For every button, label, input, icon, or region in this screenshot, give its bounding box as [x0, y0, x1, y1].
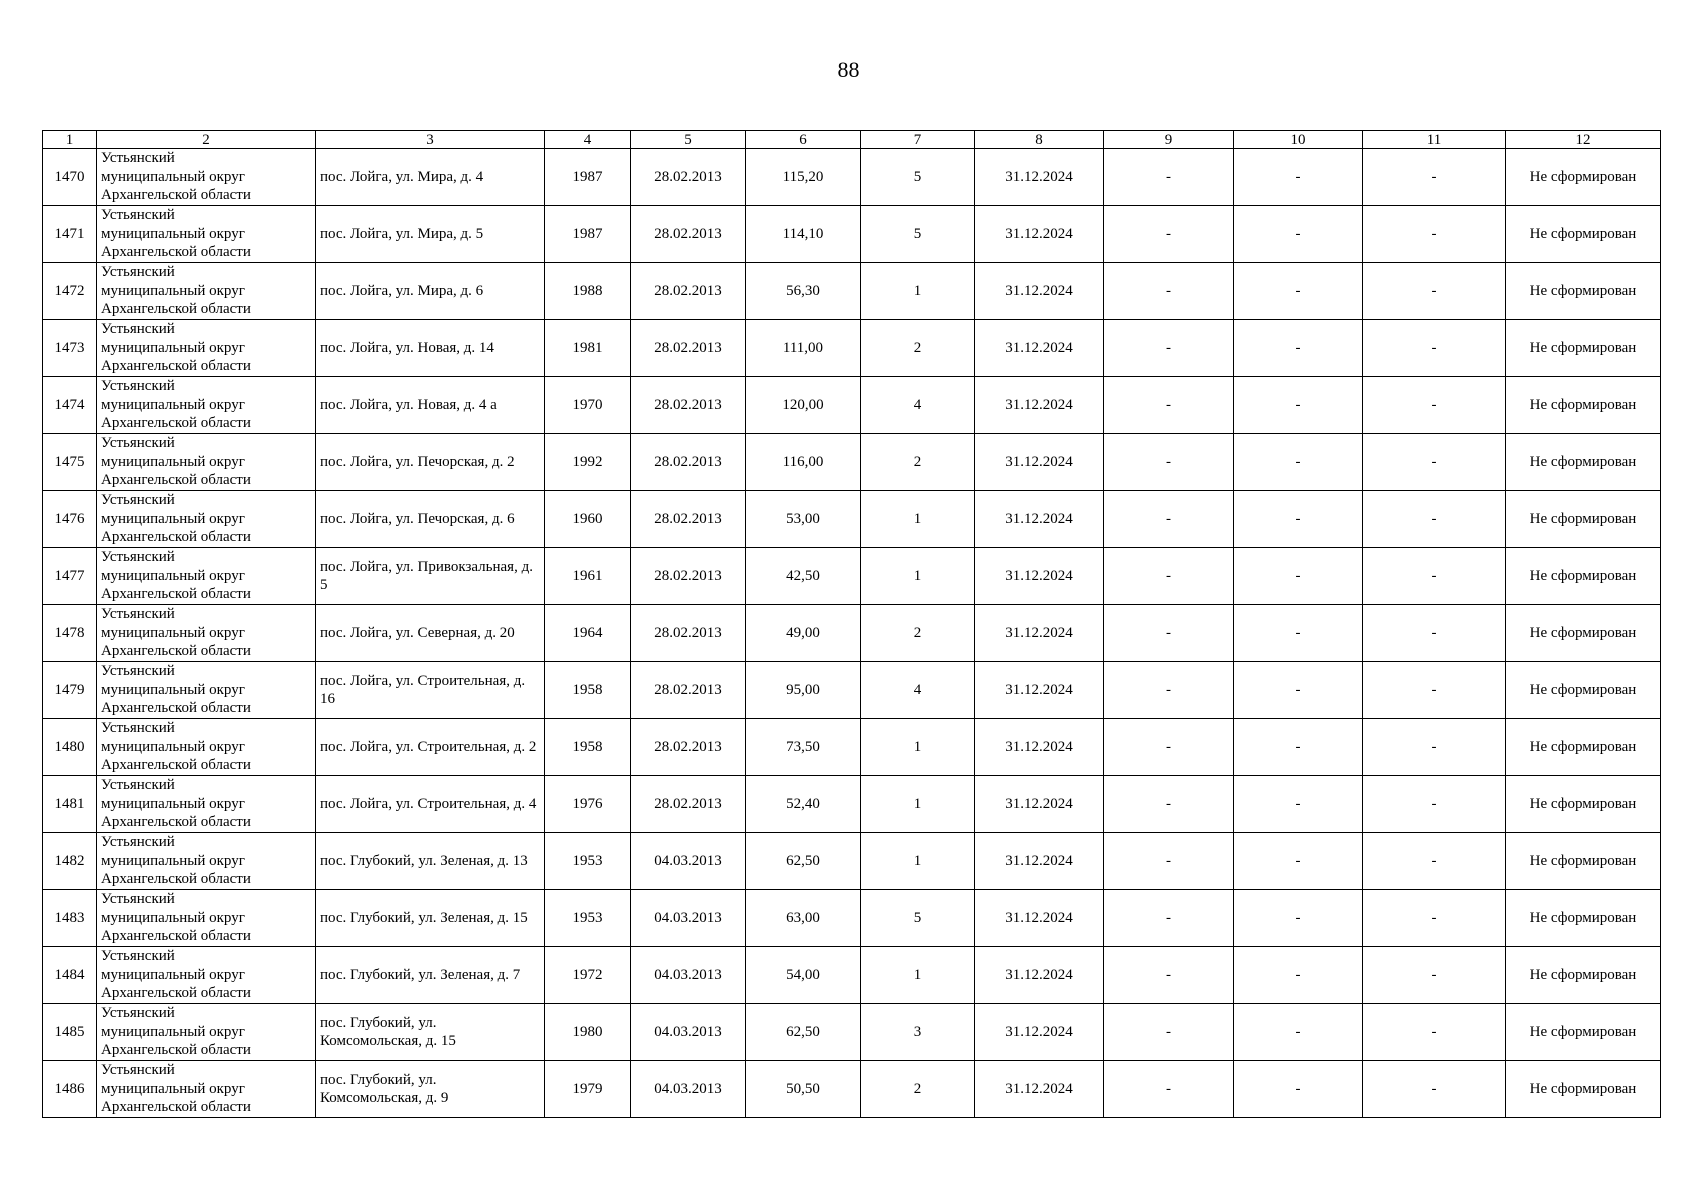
- address-cell: пос. Лойга, ул. Привокзальная, д. 5: [316, 548, 545, 605]
- deadline-cell: 31.12.2024: [975, 1004, 1104, 1061]
- column-10-cell: -: [1234, 662, 1363, 719]
- column-11-cell: -: [1363, 833, 1506, 890]
- count-cell: 3: [861, 1004, 975, 1061]
- address-cell: пос. Лойга, ул. Строительная, д. 16: [316, 662, 545, 719]
- date-cell: 28.02.2013: [631, 263, 746, 320]
- column-9-cell: -: [1104, 206, 1234, 263]
- row-number: 1485: [43, 1004, 97, 1061]
- column-header: 8: [975, 131, 1104, 149]
- municipality-line: муниципальный округ: [101, 795, 245, 812]
- status-cell: Не сформирован: [1506, 719, 1661, 776]
- municipality-line: Устьянский: [101, 492, 175, 509]
- municipality-cell: [97, 320, 316, 377]
- year-cell: 1992: [545, 434, 631, 491]
- date-cell: 28.02.2013: [631, 548, 746, 605]
- address-cell: пос. Глубокий, ул. Комсомольская, д. 15: [316, 1004, 545, 1061]
- municipality-line: Архангельской области: [101, 586, 251, 603]
- column-11-cell: -: [1363, 320, 1506, 377]
- row-number: 1472: [43, 263, 97, 320]
- column-11-cell: -: [1363, 890, 1506, 947]
- area-cell: 42,50: [746, 548, 861, 605]
- column-9-cell: -: [1104, 1061, 1234, 1118]
- table-row: [43, 662, 1661, 719]
- year-cell: 1953: [545, 890, 631, 947]
- column-10-cell: -: [1234, 434, 1363, 491]
- address-cell: пос. Глубокий, ул. Зеленая, д. 13: [316, 833, 545, 890]
- address-cell: пос. Глубокий, ул. Зеленая, д. 15: [316, 890, 545, 947]
- count-cell: 1: [861, 491, 975, 548]
- deadline-cell: 31.12.2024: [975, 548, 1104, 605]
- status-cell: Не сформирован: [1506, 206, 1661, 263]
- table-row: [43, 947, 1661, 1004]
- municipality-line: Устьянский: [101, 720, 175, 737]
- status-cell: Не сформирован: [1506, 890, 1661, 947]
- column-10-cell: -: [1234, 377, 1363, 434]
- year-cell: 1964: [545, 605, 631, 662]
- year-cell: 1988: [545, 263, 631, 320]
- area-cell: 50,50: [746, 1061, 861, 1118]
- municipality-cell: [97, 149, 316, 206]
- column-9-cell: -: [1104, 491, 1234, 548]
- count-cell: 1: [861, 833, 975, 890]
- address-cell: пос. Лойга, ул. Северная, д. 20: [316, 605, 545, 662]
- municipality-line: муниципальный округ: [101, 282, 245, 299]
- column-10-cell: -: [1234, 149, 1363, 206]
- column-10-cell: -: [1234, 890, 1363, 947]
- column-10-cell: -: [1234, 719, 1363, 776]
- deadline-cell: 31.12.2024: [975, 776, 1104, 833]
- column-9-cell: -: [1104, 833, 1234, 890]
- municipality-line: муниципальный округ: [101, 168, 245, 185]
- municipality-cell: [97, 605, 316, 662]
- status-cell: Не сформирован: [1506, 377, 1661, 434]
- column-header: 1: [43, 131, 97, 149]
- area-cell: 63,00: [746, 890, 861, 947]
- status-cell: Не сформирован: [1506, 491, 1661, 548]
- count-cell: 2: [861, 320, 975, 377]
- column-9-cell: -: [1104, 662, 1234, 719]
- deadline-cell: 31.12.2024: [975, 1061, 1104, 1118]
- municipality-line: Архангельской области: [101, 1099, 251, 1116]
- municipality-line: Архангельской области: [101, 415, 251, 432]
- date-cell: 28.02.2013: [631, 149, 746, 206]
- municipality-line: Устьянский: [101, 378, 175, 395]
- column-10-cell: -: [1234, 1004, 1363, 1061]
- municipality-line: Устьянский: [101, 1062, 175, 1079]
- municipality-line: Устьянский: [101, 891, 175, 908]
- municipality-cell: [97, 662, 316, 719]
- date-cell: 28.02.2013: [631, 605, 746, 662]
- date-cell: 28.02.2013: [631, 206, 746, 263]
- year-cell: 1972: [545, 947, 631, 1004]
- column-9-cell: -: [1104, 719, 1234, 776]
- municipality-line: муниципальный округ: [101, 1023, 245, 1040]
- address-cell: пос. Лойга, ул. Печорская, д. 6: [316, 491, 545, 548]
- status-cell: Не сформирован: [1506, 605, 1661, 662]
- date-cell: 04.03.2013: [631, 1061, 746, 1118]
- municipality-line: Архангельской области: [101, 643, 251, 660]
- municipality-line: Устьянский: [101, 435, 175, 452]
- municipality-line: Архангельской области: [101, 985, 251, 1002]
- area-cell: 62,50: [746, 1004, 861, 1061]
- municipality-line: Устьянский: [101, 150, 175, 167]
- column-header: 9: [1104, 131, 1234, 149]
- municipality-line: муниципальный округ: [101, 681, 245, 698]
- column-header: 10: [1234, 131, 1363, 149]
- column-header: 2: [97, 131, 316, 149]
- column-11-cell: -: [1363, 206, 1506, 263]
- column-header: 7: [861, 131, 975, 149]
- municipality-line: Архангельской области: [101, 358, 251, 375]
- column-11-cell: -: [1363, 776, 1506, 833]
- municipality-cell: [97, 719, 316, 776]
- table-header: [43, 131, 1661, 149]
- municipality-cell: [97, 263, 316, 320]
- count-cell: 2: [861, 1061, 975, 1118]
- column-header: 12: [1506, 131, 1661, 149]
- date-cell: 28.02.2013: [631, 662, 746, 719]
- municipality-cell: [97, 776, 316, 833]
- column-9-cell: -: [1104, 377, 1234, 434]
- table-row: [43, 149, 1661, 206]
- column-10-cell: -: [1234, 833, 1363, 890]
- municipality-cell: [97, 434, 316, 491]
- municipality-cell: [97, 548, 316, 605]
- municipality-line: муниципальный округ: [101, 852, 245, 869]
- date-cell: 28.02.2013: [631, 719, 746, 776]
- address-cell: пос. Лойга, ул. Печорская, д. 2: [316, 434, 545, 491]
- status-cell: Не сформирован: [1506, 776, 1661, 833]
- year-cell: 1960: [545, 491, 631, 548]
- status-cell: Не сформирован: [1506, 263, 1661, 320]
- address-cell: пос. Лойга, ул. Строительная, д. 4: [316, 776, 545, 833]
- deadline-cell: 31.12.2024: [975, 833, 1104, 890]
- column-header: 11: [1363, 131, 1506, 149]
- municipality-line: Устьянский: [101, 549, 175, 566]
- date-cell: 28.02.2013: [631, 434, 746, 491]
- column-header: 6: [746, 131, 861, 149]
- address-cell: пос. Лойга, ул. Мира, д. 4: [316, 149, 545, 206]
- municipality-line: Устьянский: [101, 834, 175, 851]
- deadline-cell: 31.12.2024: [975, 662, 1104, 719]
- municipality-cell: [97, 206, 316, 263]
- date-cell: 04.03.2013: [631, 1004, 746, 1061]
- municipality-line: муниципальный округ: [101, 510, 245, 527]
- date-cell: 04.03.2013: [631, 947, 746, 1004]
- column-10-cell: -: [1234, 1061, 1363, 1118]
- municipality-line: муниципальный округ: [101, 738, 245, 755]
- area-cell: 114,10: [746, 206, 861, 263]
- table-row: [43, 206, 1661, 263]
- address-cell: пос. Лойга, ул. Мира, д. 6: [316, 263, 545, 320]
- status-cell: Не сформирован: [1506, 662, 1661, 719]
- column-10-cell: -: [1234, 776, 1363, 833]
- column-9-cell: -: [1104, 890, 1234, 947]
- column-11-cell: -: [1363, 1061, 1506, 1118]
- year-cell: 1958: [545, 662, 631, 719]
- municipality-line: муниципальный округ: [101, 624, 245, 641]
- column-11-cell: -: [1363, 947, 1506, 1004]
- row-number: 1473: [43, 320, 97, 377]
- deadline-cell: 31.12.2024: [975, 206, 1104, 263]
- status-cell: Не сформирован: [1506, 320, 1661, 377]
- column-11-cell: -: [1363, 1004, 1506, 1061]
- deadline-cell: 31.12.2024: [975, 491, 1104, 548]
- row-number: 1477: [43, 548, 97, 605]
- status-cell: Не сформирован: [1506, 1004, 1661, 1061]
- municipality-line: Устьянский: [101, 264, 175, 281]
- address-cell: пос. Глубокий, ул. Комсомольская, д. 9: [316, 1061, 545, 1118]
- municipality-line: муниципальный округ: [101, 225, 245, 242]
- address-cell: пос. Лойга, ул. Мира, д. 5: [316, 206, 545, 263]
- municipality-line: муниципальный округ: [101, 396, 245, 413]
- municipality-line: Архангельской области: [101, 814, 251, 831]
- municipality-cell: [97, 890, 316, 947]
- row-number: 1484: [43, 947, 97, 1004]
- page-number: 88: [837, 57, 860, 82]
- area-cell: 52,40: [746, 776, 861, 833]
- status-cell: Не сформирован: [1506, 947, 1661, 1004]
- table-row: [43, 1004, 1661, 1061]
- date-cell: 04.03.2013: [631, 890, 746, 947]
- municipality-line: Устьянский: [101, 321, 175, 338]
- date-cell: 28.02.2013: [631, 377, 746, 434]
- table-row: [43, 776, 1661, 833]
- year-cell: 1970: [545, 377, 631, 434]
- row-number: 1470: [43, 149, 97, 206]
- row-number: 1474: [43, 377, 97, 434]
- column-header: 3: [316, 131, 545, 149]
- row-number: 1471: [43, 206, 97, 263]
- year-cell: 1976: [545, 776, 631, 833]
- table-row: [43, 548, 1661, 605]
- municipality-line: Архангельской области: [101, 301, 251, 318]
- municipality-line: муниципальный округ: [101, 567, 245, 584]
- row-number: 1475: [43, 434, 97, 491]
- municipality-cell: [97, 377, 316, 434]
- municipality-line: муниципальный округ: [101, 1080, 245, 1097]
- address-cell: пос. Глубокий, ул. Зеленая, д. 7: [316, 947, 545, 1004]
- table-row: [43, 890, 1661, 947]
- count-cell: 1: [861, 719, 975, 776]
- municipality-line: Устьянский: [101, 1005, 175, 1022]
- municipality-line: Архангельской области: [101, 928, 251, 945]
- column-9-cell: -: [1104, 947, 1234, 1004]
- row-number: 1479: [43, 662, 97, 719]
- column-9-cell: -: [1104, 605, 1234, 662]
- column-11-cell: -: [1363, 434, 1506, 491]
- count-cell: 2: [861, 434, 975, 491]
- column-11-cell: -: [1363, 605, 1506, 662]
- area-cell: 111,00: [746, 320, 861, 377]
- municipality-line: Архангельской области: [101, 187, 251, 204]
- date-cell: 28.02.2013: [631, 491, 746, 548]
- area-cell: 49,00: [746, 605, 861, 662]
- count-cell: 5: [861, 890, 975, 947]
- column-11-cell: -: [1363, 548, 1506, 605]
- municipality-line: Архангельской области: [101, 871, 251, 888]
- column-10-cell: -: [1234, 605, 1363, 662]
- deadline-cell: 31.12.2024: [975, 719, 1104, 776]
- count-cell: 4: [861, 377, 975, 434]
- municipality-line: Устьянский: [101, 948, 175, 965]
- deadline-cell: 31.12.2024: [975, 320, 1104, 377]
- year-cell: 1958: [545, 719, 631, 776]
- status-cell: Не сформирован: [1506, 434, 1661, 491]
- area-cell: 54,00: [746, 947, 861, 1004]
- table-row: [43, 491, 1661, 548]
- count-cell: 1: [861, 263, 975, 320]
- municipality-line: муниципальный округ: [101, 453, 245, 470]
- column-10-cell: -: [1234, 263, 1363, 320]
- column-11-cell: -: [1363, 719, 1506, 776]
- address-cell: пос. Лойга, ул. Новая, д. 14: [316, 320, 545, 377]
- row-number: 1478: [43, 605, 97, 662]
- year-cell: 1979: [545, 1061, 631, 1118]
- status-cell: Не сформирован: [1506, 833, 1661, 890]
- table-row: [43, 1061, 1661, 1118]
- column-10-cell: -: [1234, 548, 1363, 605]
- municipality-line: муниципальный округ: [101, 909, 245, 926]
- status-cell: Не сформирован: [1506, 149, 1661, 206]
- table-row: [43, 320, 1661, 377]
- status-cell: Не сформирован: [1506, 548, 1661, 605]
- table-row: [43, 377, 1661, 434]
- count-cell: 5: [861, 206, 975, 263]
- year-cell: 1981: [545, 320, 631, 377]
- municipality-line: Архангельской области: [101, 700, 251, 717]
- table-row: [43, 833, 1661, 890]
- deadline-cell: 31.12.2024: [975, 263, 1104, 320]
- table-row: [43, 719, 1661, 776]
- address-cell: пос. Лойга, ул. Новая, д. 4 а: [316, 377, 545, 434]
- municipality-line: Устьянский: [101, 777, 175, 794]
- column-10-cell: -: [1234, 206, 1363, 263]
- date-cell: 04.03.2013: [631, 833, 746, 890]
- row-number: 1482: [43, 833, 97, 890]
- count-cell: 1: [861, 548, 975, 605]
- deadline-cell: 31.12.2024: [975, 605, 1104, 662]
- municipality-line: муниципальный округ: [101, 966, 245, 983]
- municipality-line: муниципальный округ: [101, 339, 245, 356]
- municipality-line: Архангельской области: [101, 757, 251, 774]
- header-row: [43, 131, 1661, 149]
- area-cell: 115,20: [746, 149, 861, 206]
- count-cell: 5: [861, 149, 975, 206]
- column-header: 5: [631, 131, 746, 149]
- deadline-cell: 31.12.2024: [975, 947, 1104, 1004]
- column-9-cell: -: [1104, 263, 1234, 320]
- column-11-cell: -: [1363, 149, 1506, 206]
- table-row: [43, 434, 1661, 491]
- year-cell: 1987: [545, 149, 631, 206]
- column-header: 4: [545, 131, 631, 149]
- municipality-cell: [97, 1061, 316, 1118]
- registry-table: [42, 130, 1661, 1118]
- deadline-cell: 31.12.2024: [975, 149, 1104, 206]
- address-cell: пос. Лойга, ул. Строительная, д. 2: [316, 719, 545, 776]
- column-11-cell: -: [1363, 662, 1506, 719]
- municipality-line: Архангельской области: [101, 1042, 251, 1059]
- municipality-line: Устьянский: [101, 663, 175, 680]
- status-cell: Не сформирован: [1506, 1061, 1661, 1118]
- municipality-cell: [97, 833, 316, 890]
- year-cell: 1961: [545, 548, 631, 605]
- area-cell: 56,30: [746, 263, 861, 320]
- column-9-cell: -: [1104, 776, 1234, 833]
- column-11-cell: -: [1363, 263, 1506, 320]
- area-cell: 95,00: [746, 662, 861, 719]
- municipality-line: Устьянский: [101, 207, 175, 224]
- year-cell: 1953: [545, 833, 631, 890]
- municipality-cell: [97, 1004, 316, 1061]
- year-cell: 1980: [545, 1004, 631, 1061]
- column-9-cell: -: [1104, 548, 1234, 605]
- count-cell: 1: [861, 947, 975, 1004]
- row-number: 1480: [43, 719, 97, 776]
- table-row: [43, 263, 1661, 320]
- municipality-line: Архангельской области: [101, 244, 251, 261]
- table-row: [43, 605, 1661, 662]
- column-9-cell: -: [1104, 434, 1234, 491]
- municipality-line: Архангельской области: [101, 472, 251, 489]
- row-number: 1486: [43, 1061, 97, 1118]
- row-number: 1481: [43, 776, 97, 833]
- column-11-cell: -: [1363, 491, 1506, 548]
- row-number: 1476: [43, 491, 97, 548]
- column-9-cell: -: [1104, 149, 1234, 206]
- area-cell: 116,00: [746, 434, 861, 491]
- deadline-cell: 31.12.2024: [975, 890, 1104, 947]
- area-cell: 62,50: [746, 833, 861, 890]
- municipality-cell: [97, 491, 316, 548]
- municipality-line: Устьянский: [101, 606, 175, 623]
- deadline-cell: 31.12.2024: [975, 377, 1104, 434]
- column-9-cell: -: [1104, 320, 1234, 377]
- row-number: 1483: [43, 890, 97, 947]
- column-9-cell: -: [1104, 1004, 1234, 1061]
- count-cell: 1: [861, 776, 975, 833]
- table-body: [43, 149, 1661, 1118]
- area-cell: 73,50: [746, 719, 861, 776]
- municipality-cell: [97, 947, 316, 1004]
- column-10-cell: -: [1234, 491, 1363, 548]
- date-cell: 28.02.2013: [631, 320, 746, 377]
- count-cell: 4: [861, 662, 975, 719]
- column-10-cell: -: [1234, 947, 1363, 1004]
- year-cell: 1987: [545, 206, 631, 263]
- area-cell: 120,00: [746, 377, 861, 434]
- date-cell: 28.02.2013: [631, 776, 746, 833]
- column-10-cell: -: [1234, 320, 1363, 377]
- column-11-cell: -: [1363, 377, 1506, 434]
- count-cell: 2: [861, 605, 975, 662]
- municipality-line: Архангельской области: [101, 529, 251, 546]
- deadline-cell: 31.12.2024: [975, 434, 1104, 491]
- area-cell: 53,00: [746, 491, 861, 548]
